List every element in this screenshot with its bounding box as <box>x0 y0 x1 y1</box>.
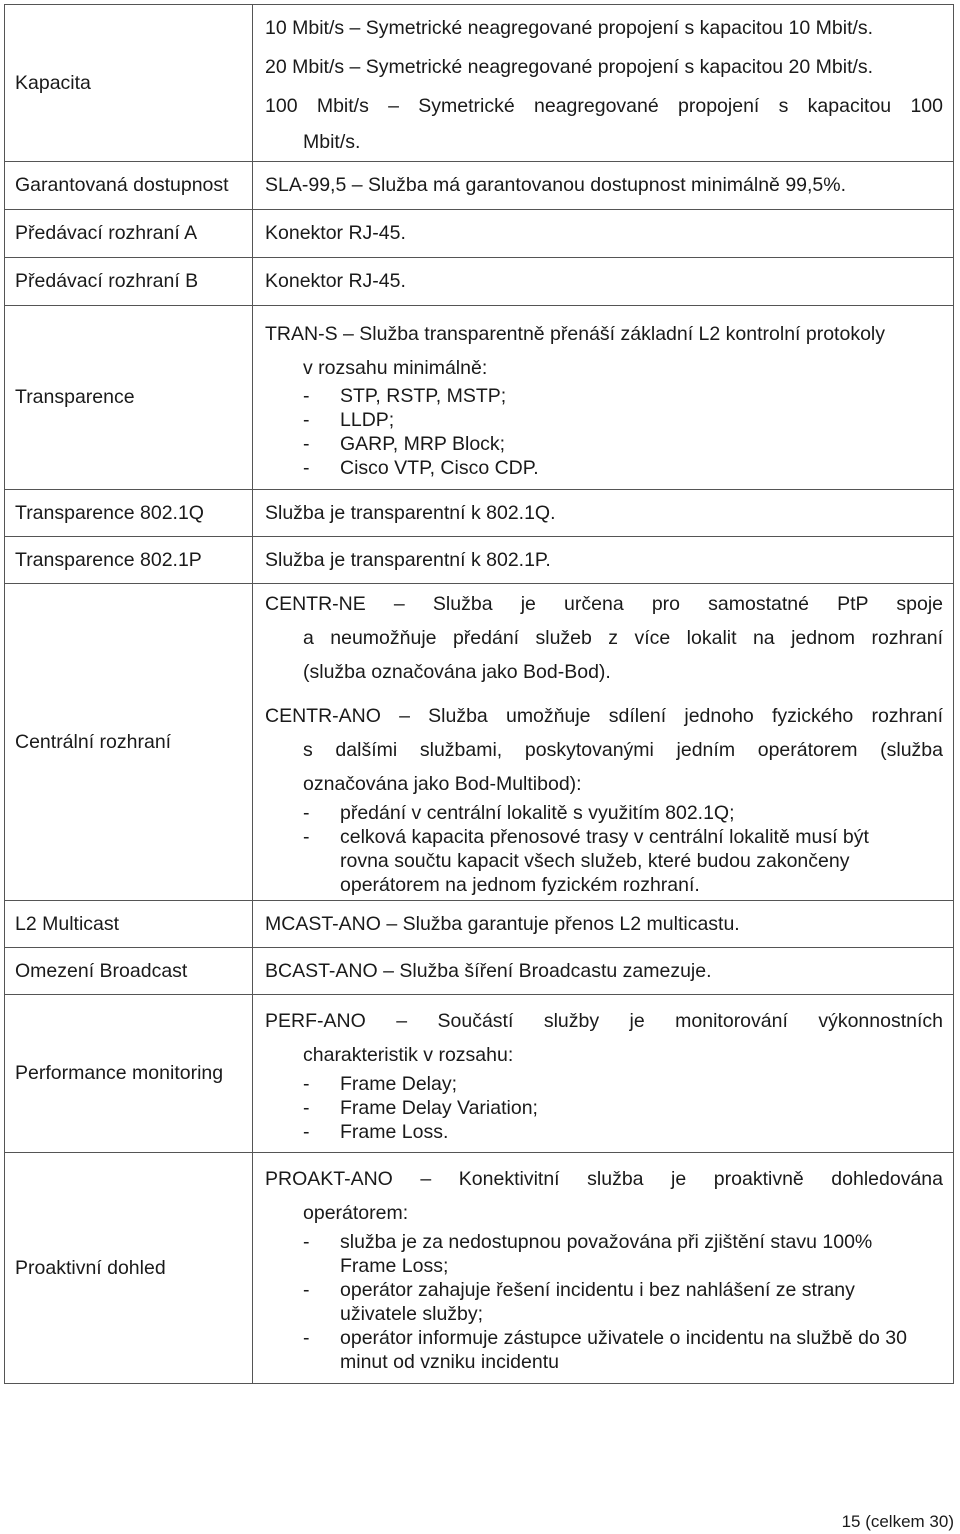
row-interface-a <box>5 210 954 258</box>
list-item-text: celková kapacita přenosové trasy v centrální lokalitě musí být rovna součtu kapacit všech služeb, které budou zakončeny operátorem na jednom fyzickém rozhraní. <box>340 826 869 896</box>
row-central-interface <box>5 584 954 901</box>
list-item-text: operátor zahajuje řešení incidentu i bez nahlášení ze strany uživatele služby; <box>340 1279 855 1325</box>
row-capacity <box>5 5 954 162</box>
row-value: Konektor RJ-45. <box>253 258 954 306</box>
row-value: Služba je transparentní k 802.1Q. <box>253 490 954 537</box>
bullet-dash: - <box>303 826 310 848</box>
row-value: SLA-99,5 – Služba má garantovanou dostupnost minimálně 99,5%. <box>253 162 954 210</box>
value-line: 100 Mbit/s – Symetrické neagregované propojení s kapacitou 100 <box>265 94 943 117</box>
bullet-dash: - <box>303 1096 310 1119</box>
list-item-text: Cisco VTP, Cisco CDP. <box>340 456 539 479</box>
row-value: MCAST-ANO – Služba garantuje přenos L2 multicastu. <box>253 901 954 948</box>
list-item <box>265 384 943 408</box>
list-item-text: GARP, MRP Block; <box>340 432 506 455</box>
row-interface-b <box>5 258 954 306</box>
bullet-dash: - <box>303 1279 310 1301</box>
row-proactive-monitoring <box>5 1153 954 1384</box>
value-line: TRAN-S – Služba transparentně přenáší základní L2 kontrolní protokoly <box>265 322 886 345</box>
value-line: charakteristik v rozsahu: <box>303 1043 514 1066</box>
list-item-text: předání v centrální lokalitě s využitím 802.1Q; <box>340 802 735 824</box>
list-item <box>265 1278 943 1326</box>
row-label: L2 Multicast <box>5 901 253 948</box>
row-performance-monitoring <box>5 995 954 1153</box>
value-line: označována jako Bod-Multibod): <box>303 773 582 795</box>
row-availability <box>5 162 954 210</box>
list-item <box>265 1072 943 1096</box>
row-value: Služba je transparentní k 802.1P. <box>253 537 954 584</box>
bullet-dash: - <box>303 1231 310 1253</box>
row-value: BCAST-ANO – Služba šíření Broadcastu zamezuje. <box>253 948 954 995</box>
value-line: a neumožňuje předání služeb z více lokalit na jednom rozhraní <box>303 627 943 649</box>
list-item <box>265 801 943 825</box>
row-label: Transparence <box>5 306 253 490</box>
list-item <box>265 1096 943 1120</box>
row-value <box>253 995 954 1153</box>
row-label: Performance monitoring <box>5 995 253 1153</box>
row-value <box>253 5 954 162</box>
list-item-text: Frame Delay Variation; <box>340 1096 538 1119</box>
list-item <box>265 432 943 456</box>
value-line: CENTR-ANO – Služba umožňuje sdílení jednoho fyzického rozhraní <box>265 705 943 727</box>
bullet-dash: - <box>303 1327 310 1349</box>
row-label: Garantovaná dostupnost <box>5 162 253 210</box>
row-l2-multicast <box>5 901 954 948</box>
list-item-text: STP, RSTP, MSTP; <box>340 384 507 407</box>
list-item-text: Frame Loss. <box>340 1120 449 1143</box>
value-line: operátorem: <box>303 1202 409 1224</box>
row-value <box>253 1153 954 1384</box>
bullet-dash: - <box>303 802 310 824</box>
row-value: Konektor RJ-45. <box>253 210 954 258</box>
row-label: Centrální rozhraní <box>5 584 253 901</box>
bullet-dash: - <box>303 456 310 479</box>
value-line: (služba označována jako Bod-Bod). <box>303 661 611 683</box>
row-transparency-8021q <box>5 490 954 537</box>
page-number: 15 (celkem 30) <box>841 1512 954 1531</box>
value-line: 20 Mbit/s – Symetrické neagregované propojení s kapacitou 20 Mbit/s. <box>265 55 874 78</box>
value-line: PERF-ANO – Součástí služby je monitorování výkonnostních <box>265 1009 943 1032</box>
list-item <box>265 1120 943 1144</box>
row-label: Předávací rozhraní B <box>5 258 253 306</box>
list-item <box>265 1326 943 1374</box>
bullet-dash: - <box>303 1120 310 1143</box>
row-broadcast <box>5 948 954 995</box>
row-value <box>253 584 954 901</box>
list-item-text: služba je za nedostupnou považována při zjištění stavu 100% Frame Loss; <box>340 1231 873 1277</box>
value-line: s dalšími službami, poskytovanými jedním operátorem (služba <box>303 739 943 761</box>
bullet-dash: - <box>303 408 310 431</box>
row-transparency <box>5 306 954 490</box>
bullet-dash: - <box>303 1072 310 1095</box>
row-value <box>253 306 954 490</box>
service-spec-table <box>4 4 954 1384</box>
row-label: Transparence 802.1P <box>5 537 253 584</box>
row-label: Transparence 802.1Q <box>5 490 253 537</box>
value-line: CENTR-NE – Služba je určena pro samostatné PtP spoje <box>265 593 943 615</box>
row-label: Předávací rozhraní A <box>5 210 253 258</box>
list-item <box>265 408 943 432</box>
value-line: PROAKT-ANO – Konektivitní služba je proaktivně dohledována <box>265 1168 943 1190</box>
list-item-text: LLDP; <box>340 408 395 431</box>
row-label: Proaktivní dohled <box>5 1153 253 1384</box>
list-item-text: Frame Delay; <box>340 1072 458 1095</box>
row-label: Omezení Broadcast <box>5 948 253 995</box>
list-item <box>265 825 943 897</box>
bullet-dash: - <box>303 384 310 407</box>
value-line: v rozsahu minimálně: <box>303 356 488 379</box>
row-transparency-8021p <box>5 537 954 584</box>
bullet-dash: - <box>303 432 310 455</box>
list-item <box>265 456 943 480</box>
value-line: 10 Mbit/s – Symetrické neagregované propojení s kapacitou 10 Mbit/s. <box>265 16 874 39</box>
value-line: Mbit/s. <box>303 130 361 153</box>
list-item-text: operátor informuje zástupce uživatele o incidentu na službě do 30 minut od vzniku incidentu <box>340 1327 907 1373</box>
row-label: Kapacita <box>5 5 253 162</box>
list-item <box>265 1230 943 1278</box>
